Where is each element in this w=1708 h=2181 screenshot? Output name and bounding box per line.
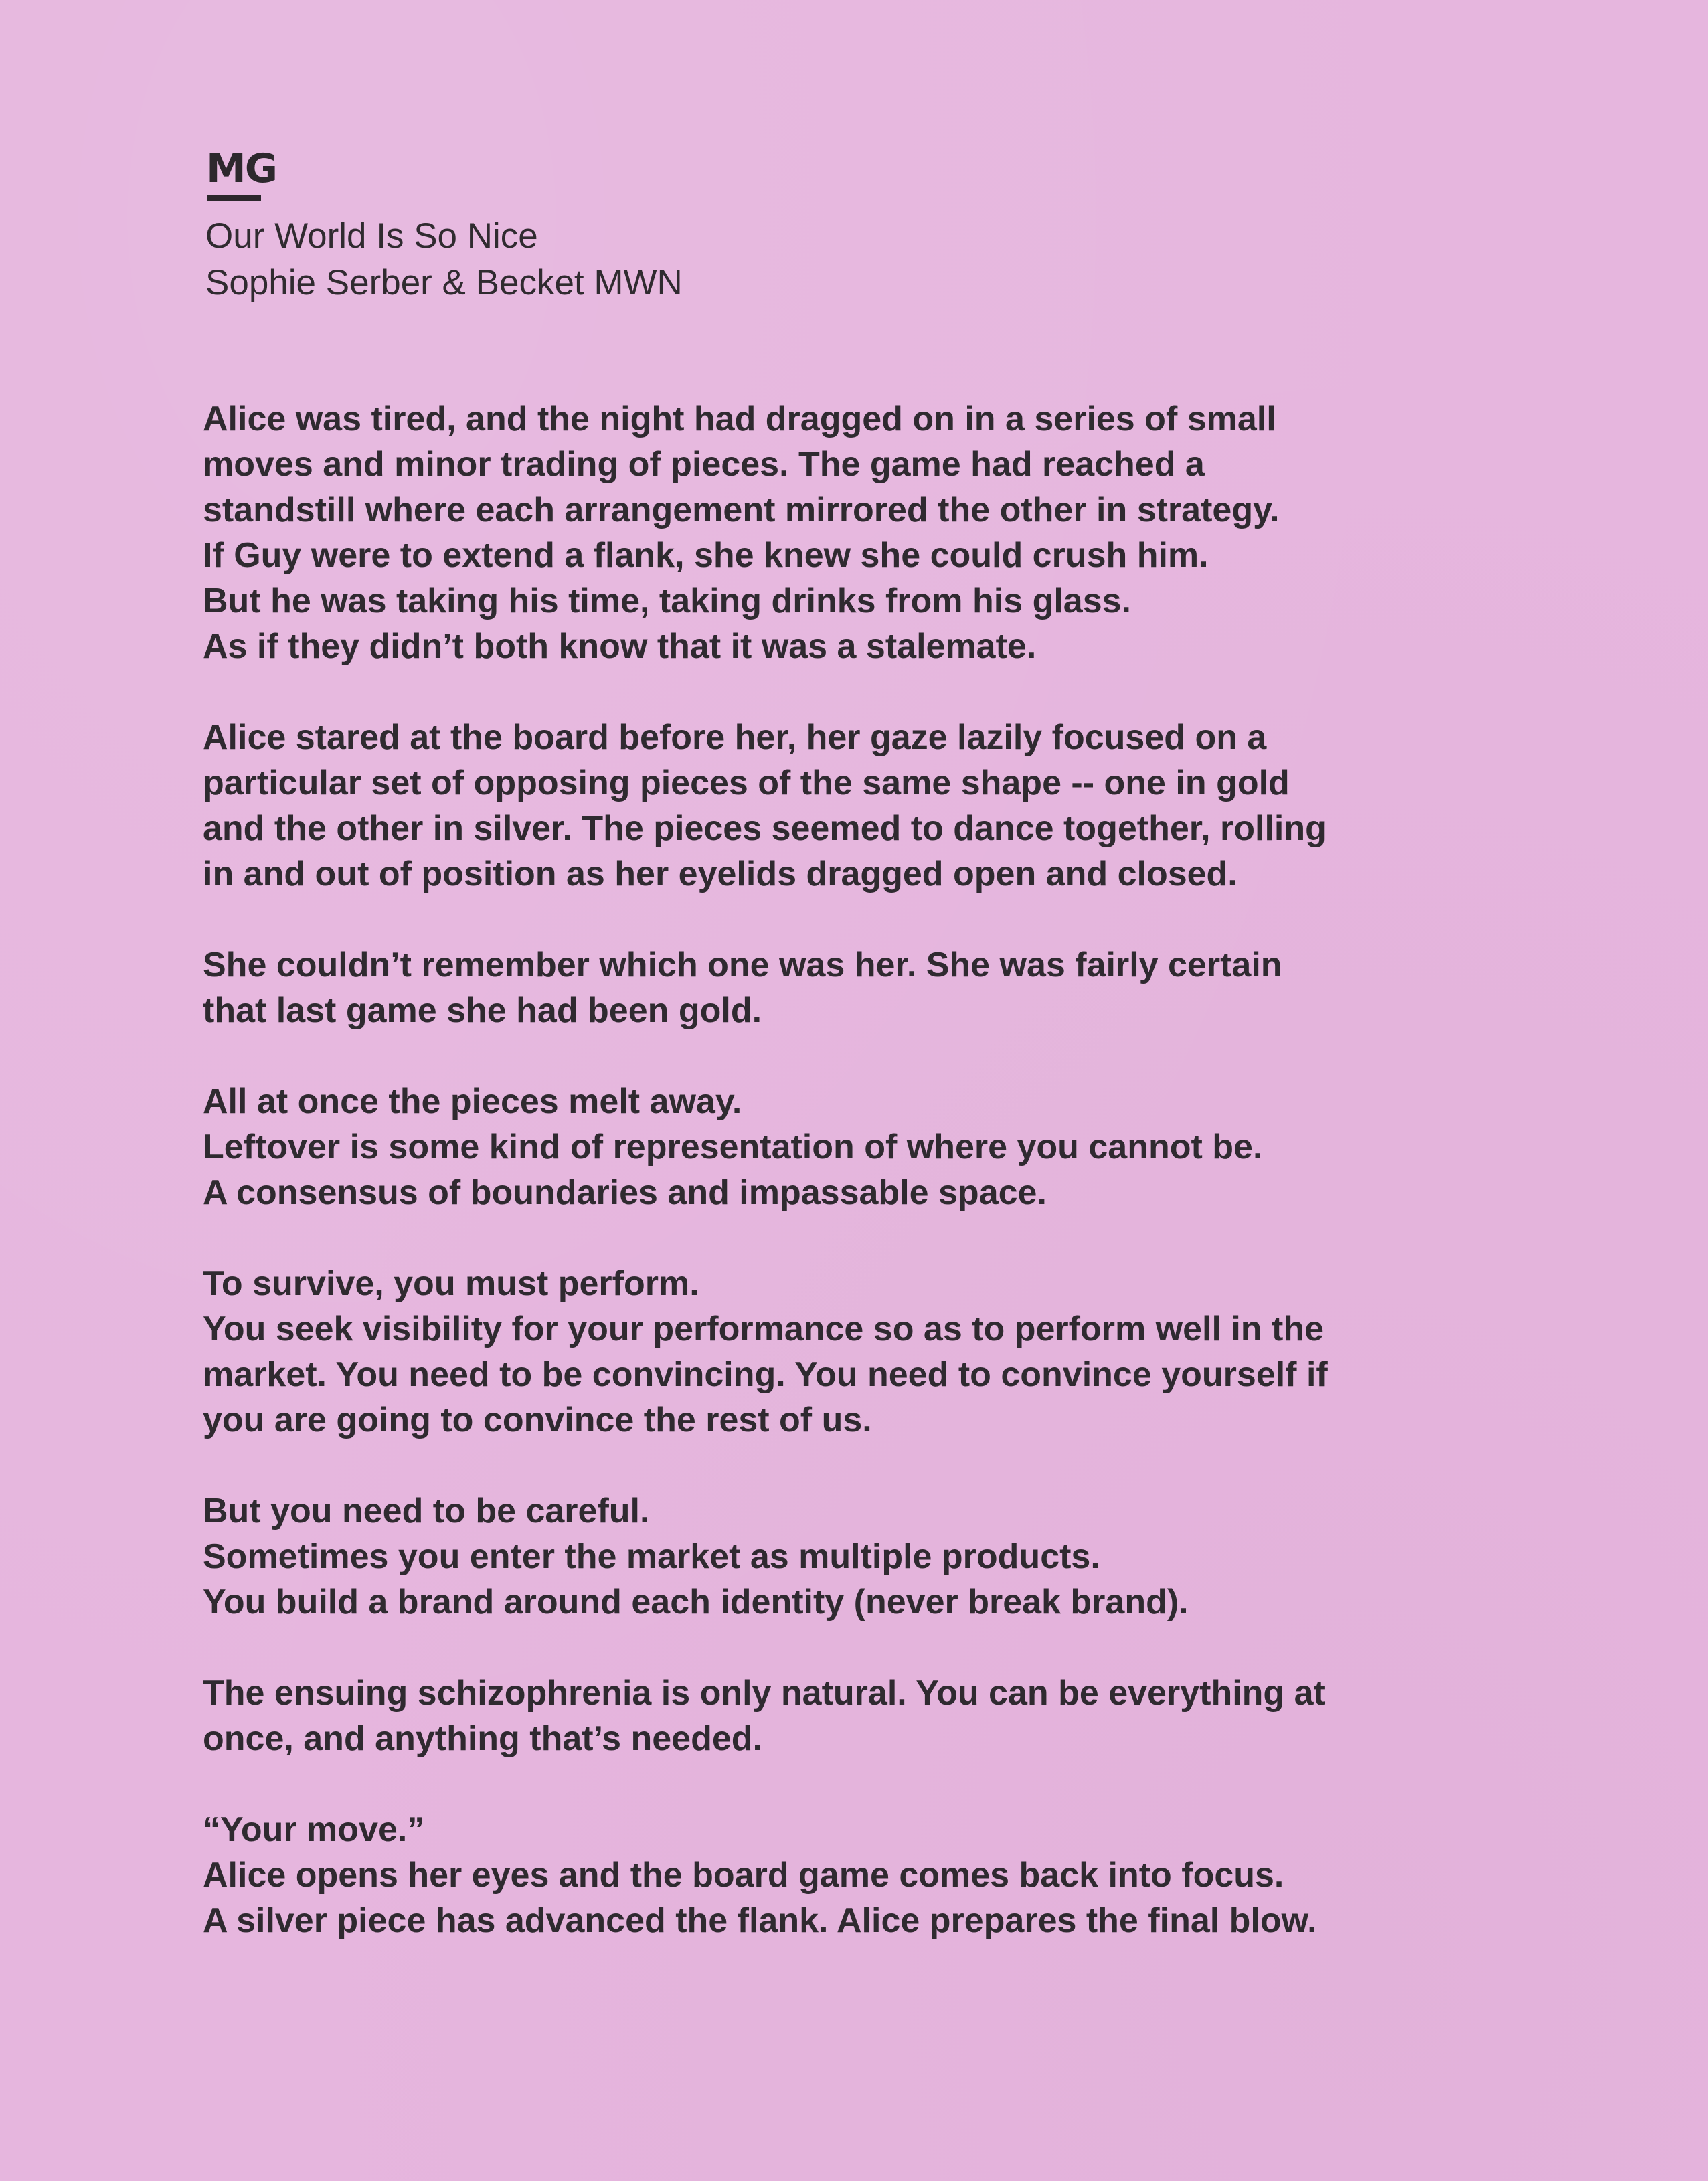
publisher-logo: MG <box>206 145 276 192</box>
text-line: As if they didn’t both know that it was a stalemate. <box>203 627 1037 666</box>
paragraph <box>203 396 1541 669</box>
text-line: once, and anything that’s needed. <box>203 1719 762 1758</box>
text-line: All at once the pieces melt away. <box>203 1082 742 1121</box>
text-line: A consensus of boundaries and impassable space. <box>203 1173 1047 1212</box>
text-line: The ensuing schizophrenia is only natural. You can be everything at <box>203 1674 1325 1713</box>
text-line: Alice opens her eyes and the board game comes back into focus. <box>203 1856 1284 1895</box>
text-line: Leftover is some kind of representation of where you cannot be. <box>203 1128 1263 1166</box>
story-body <box>203 396 1541 1989</box>
text-line: Alice was tired, and the night had dragged on in a series of small <box>203 400 1276 438</box>
text-line: You build a brand around each identity (never break brand). <box>203 1583 1189 1622</box>
paragraph <box>203 715 1541 897</box>
paragraph <box>203 942 1541 1033</box>
document-header <box>205 213 1410 307</box>
text-line: But he was taking his time, taking drinks from his glass. <box>203 582 1131 620</box>
paragraph <box>203 1079 1541 1215</box>
text-line: in and out of position as her eyelids dragged open and closed. <box>203 855 1237 893</box>
text-line: standstill where each arrangement mirrored the other in strategy. <box>203 491 1280 529</box>
text-line: Alice stared at the board before her, her gaze lazily focused on a <box>203 718 1267 757</box>
paragraph <box>203 1488 1541 1625</box>
paragraph <box>203 1807 1541 1943</box>
paragraph <box>203 1670 1541 1761</box>
logo-underline <box>207 195 261 201</box>
document-title: Our World Is So Nice <box>205 216 538 256</box>
document-authors: Sophie Serber & Becket MWN <box>205 263 683 302</box>
text-line: moves and minor trading of pieces. The game had reached a <box>203 445 1205 484</box>
text-line: She couldn’t remember which one was her. She was fairly certain <box>203 946 1282 984</box>
text-line: Sometimes you enter the market as multiple products. <box>203 1537 1100 1576</box>
text-line: and the other in silver. The pieces seemed to dance together, rolling <box>203 809 1327 848</box>
text-line: that last game she had been gold. <box>203 991 762 1030</box>
text-line: A silver piece has advanced the flank. Alice prepares the final blow. <box>203 1901 1317 1940</box>
text-line: market. You need to be convincing. You need to convince yourself if <box>203 1355 1328 1394</box>
text-line: You seek visibility for your performance so as to perform well in the <box>203 1310 1325 1348</box>
text-line: If Guy were to extend a flank, she knew she could crush him. <box>203 536 1209 575</box>
text-line: But you need to be careful. <box>203 1492 650 1531</box>
paragraph <box>203 1261 1541 1443</box>
text-line: you are going to convince the rest of us. <box>203 1401 872 1440</box>
text-line: To survive, you must perform. <box>203 1264 699 1303</box>
text-line: “Your move.” <box>203 1810 425 1849</box>
text-line: particular set of opposing pieces of the same shape -- one in gold <box>203 764 1290 802</box>
